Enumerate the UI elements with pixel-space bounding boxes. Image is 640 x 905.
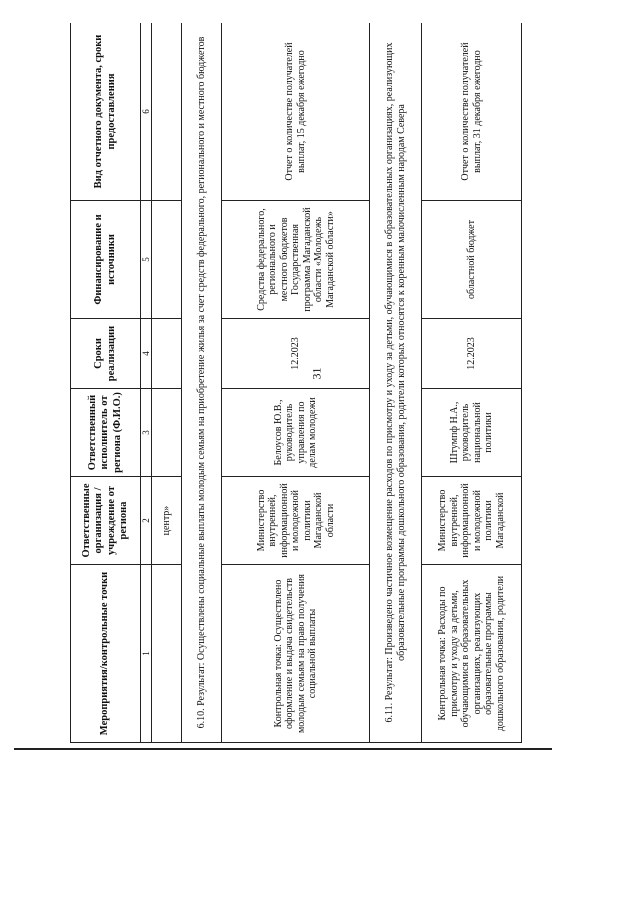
rotated-table bbox=[70, 23, 538, 743]
header-report: Вид отчетного документа, сроки предоставления bbox=[71, 23, 141, 201]
table-frame bbox=[70, 23, 538, 743]
column-number-row bbox=[141, 23, 152, 743]
organization: Министерство внутренней, информационной и молодежной политики Магаданской bbox=[422, 477, 522, 565]
measures-table bbox=[70, 23, 522, 743]
horizontal-rule bbox=[14, 748, 552, 750]
report: Отчет о количестве получателей выплат, 31 декабря ежегодно bbox=[422, 23, 522, 201]
table-cell bbox=[152, 565, 182, 743]
header-deadline: Сроки реализации bbox=[71, 319, 141, 389]
header-financing: Финансирование и источники bbox=[71, 201, 141, 319]
report: Отчет о количестве получателей выплат, 15 декабря ежегодно bbox=[222, 23, 370, 201]
column-number: 1 bbox=[141, 565, 152, 743]
executor: Белоусов Ю.В., руководитель управления по делам молодежи bbox=[222, 389, 370, 477]
continuation-row bbox=[152, 23, 182, 743]
column-number: 4 bbox=[141, 319, 152, 389]
header-measures: Мероприятия/контрольные точки bbox=[71, 565, 141, 743]
result-6-11: 6.11. Результат: Произведено частичное возмещение расходов по присмотру и уходу за детьми, обучающимися в образовательных организациях, реализующих образовательные программы дошкольного образования, родители которых относятся к коренным малочисленным народам Севера bbox=[370, 23, 422, 743]
table-cell: центр» bbox=[152, 477, 182, 565]
financing: областной бюджет bbox=[422, 201, 522, 319]
header-row bbox=[71, 23, 141, 743]
executor: Штумпф Н.А., руководитель национальной политики bbox=[422, 389, 522, 477]
header-organization: Ответственные организация / учреждение от региона bbox=[71, 477, 141, 565]
result-row bbox=[370, 23, 422, 743]
page-number: 31 bbox=[309, 367, 324, 380]
deadline: 12.2023 bbox=[222, 319, 370, 389]
table-cell bbox=[152, 389, 182, 477]
header-executor: Ответственный исполнитель от региона (Ф.И.О.) bbox=[71, 389, 141, 477]
control-point: Контрольная точка: Расходы по присмотру и уходу за детьми, обучающимися в образовательных организациях, реализующих образовательные программы дошкольного образования, родители bbox=[422, 565, 522, 743]
financing: Средства федерального, регионального и местного бюджетов Государственная программа Магаданской области «Молодежь Магаданской области» bbox=[222, 201, 370, 319]
control-point: Контрольная точка: Осуществлено оформление и выдача свидетельств молодым семьям на право получения социальной выплаты bbox=[222, 565, 370, 743]
column-number: 2 bbox=[141, 477, 152, 565]
table-cell bbox=[152, 201, 182, 319]
table-cell bbox=[152, 319, 182, 389]
table-cell bbox=[152, 23, 182, 201]
column-number: 3 bbox=[141, 389, 152, 477]
table-row bbox=[422, 23, 522, 743]
column-number: 6 bbox=[141, 23, 152, 201]
result-6-10: 6.10. Результат: Осуществлены социальные выплаты молодым семьям на приобретение жилья за счет средств федерального, регионального и местного бюджетов bbox=[182, 23, 222, 743]
deadline: 12.2023 bbox=[422, 319, 522, 389]
column-number: 5 bbox=[141, 201, 152, 319]
organization: Министерство внутренней, информационной и молодежной политики Магаданской области bbox=[222, 477, 370, 565]
table-row bbox=[222, 23, 370, 743]
result-row bbox=[182, 23, 222, 743]
